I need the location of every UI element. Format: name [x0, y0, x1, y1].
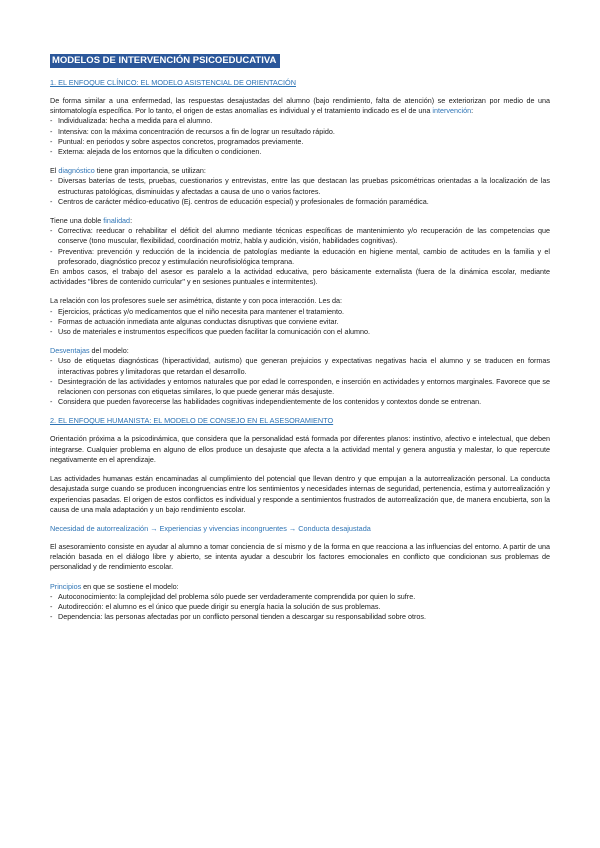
list-item: - Externa: alejada de los entornos que la dificulten o condicionen. [50, 147, 550, 157]
humanist-paragraph-3: El asesoramiento consiste en ayudar al alumno a tomar conciencia de sí mismo y de la forma en que reacciona a las influencias del entorno. A partir de una relación basada en el diálogo libre y abierto, se intenta ayudar a descubrir los factores emocionales en conflicto que condicionan sus problemas de personalidad y de rendimiento escolar. [50, 541, 550, 572]
disadvantages-highlight: Desventajas [50, 346, 90, 356]
list-item: - Dependencia: las personas afectadas por un conflicto personal tienden a descargar su responsabilidad sobre otros. [50, 612, 550, 622]
diagnosis-list [50, 176, 550, 207]
intervention-block [50, 96, 550, 157]
section-1-heading: 1. EL ENFOQUE CLÍNICO: EL MODELO ASISTENCIAL DE ORIENTACIÓN [50, 78, 296, 87]
relation-list [50, 307, 550, 338]
purpose-intro: Tiene una doble finalidad: [50, 216, 133, 226]
disadvantages-list [50, 356, 550, 407]
purpose-highlight: finalidad [103, 216, 131, 226]
disadvantages-block [50, 346, 550, 407]
disadvantages-intro: Desventajas del modelo: [50, 346, 129, 356]
list-item: - Diversas baterías de tests, pruebas, cuestionarios y entrevistas, entre las que destacan las pruebas psicométricas orientadas a la localización de las estructuras patológicas, disminuidas y afectadas a causa de uno o varios factores. [50, 176, 550, 196]
list-item: - Correctiva: reeducar o rehabilitar el déficit del alumno mediante técnicas específicas de mantenimiento y/o recuperación de las competencias que conserve (tono muscular, flexibilidad, coordinación motriz, habla y audición, visión, habilidades cognitivas). [50, 226, 550, 246]
section-2-heading: 2. EL ENFOQUE HUMANISTA: EL MODELO DE CONSEJO EN EL ASESORAMIENTO [50, 416, 334, 426]
list-item: - Intensiva: con la máxima concentración de recursos a fin de lograr un resultado rápido. [50, 127, 550, 137]
principles-list [50, 592, 550, 623]
humanist-paragraph-1: Orientación próxima a la psicodinámica, que considera que la personalidad está formada por diferentes planos: instintivo, afectivo e intelectual, que deben integrarse. Cualquier problema en alguno de ellos produce un desajuste que afecta a la actividad mental y genera angustia y malestar, lo que repercute negativamente en el aprendizaje. [50, 434, 550, 464]
list-item: - Autoconocimiento: la complejidad del problema sólo puede ser verdaderamente comprendida por quien lo sufre. [50, 592, 550, 602]
purpose-block [50, 216, 550, 287]
list-item: - Considera que pueden favorecerse las habilidades cognitivas independientemente de los contenidos y contextos donde se entrenan. [50, 397, 550, 407]
list-item: - Uso de materiales e instrumentos específicos que pueden facilitar la comunicación con el alumno. [50, 327, 550, 337]
principles-intro: Principios en que se sostiene el modelo: [50, 581, 179, 591]
intervention-highlight: intervención [432, 106, 472, 116]
list-item: - Puntual: en periodos y sobre aspectos concretos, programados previamente. [50, 137, 550, 147]
diagnosis-highlight: diagnóstico [58, 166, 95, 176]
relation-intro: La relación con los profesores suele ser asimétrica, distante y con poca interacción. Les da: [50, 296, 343, 306]
self-actualization-chain: Necesidad de autorrealización → Experiencias y vivencias incongruentes → Conducta desajustada [50, 523, 371, 533]
list-item: - Uso de etiquetas diagnósticas (hiperactividad, autismo) que generan prejuicios y expectativas negativas hacia el alumno y se traducen en formas interactivas pobres y limitadoras que retardan el desarrollo. [50, 356, 550, 376]
document-page [50, 50, 550, 631]
list-item: - Desintegración de las actividades y entornos naturales que por edad le corresponden, e inserción en actividades y entornos marginales. Favorece que se relacionen con personas con etiquetas similares, lo que puede generar más desajuste. [50, 377, 550, 397]
humanist-p2-block [50, 474, 550, 515]
purpose-list [50, 226, 550, 267]
both-cases-paragraph: En ambos casos, el trabajo del asesor es paralelo a la actividad educativa, pero básicamente externalista (fuera de la dinámica escolar, mediante actividades "libres de contenido curricular" y en sesiones puntuales e intermitentes). [50, 267, 550, 287]
humanist-p3-block [50, 542, 550, 573]
document-title: MODELOS DE INTERVENCIÓN PSICOEDUCATIVA [50, 54, 280, 68]
humanist-p1-block [50, 434, 550, 465]
list-item: - Formas de actuación inmediata ante algunas conductas disruptivas que conviene evitar. [50, 317, 550, 327]
list-item: - Individualizada: hecha a medida para el alumno. [50, 116, 550, 126]
list-item: - Centros de carácter médico-educativo (Ej. centros de educación especial) y profesionales de formación paramédica. [50, 197, 550, 207]
diagnosis-block [50, 166, 550, 207]
intervention-list [50, 116, 550, 157]
list-item: - Preventiva: prevención y reducción de la incidencia de patologías mediante la educación en higiene mental, cambio de actitudes en la familia y el profesorado, diagnóstico precoz y estimulación neurofisiológica temprana. [50, 247, 550, 267]
principles-block [50, 582, 550, 623]
relation-block [50, 296, 550, 337]
intro-paragraph: De forma similar a una enfermedad, las respuestas desajustadas del alumno (bajo rendimiento, falta de atención) se exteriorizan por medio de una sintomatología específica. Por lo tanto, el origen de estas anomalías es individual y el tratamiento indicado es el de una intervención: [50, 96, 550, 116]
principles-highlight: Principios [50, 581, 82, 591]
list-item: - Autodirección: el alumno es el único que puede dirigir su energía hacia la solución de sus problemas. [50, 602, 550, 612]
humanist-paragraph-2: Las actividades humanas están encaminadas al cumplimiento del potencial que llevan dentro y que empujan a la autorrealización personal. La conducta desajustada surge cuando se producen incongruencias entre los sentimientos y necesidades internas de seguridad, pertenencia, estima y autorrealización y experiencias pasadas. El origen de estos conflictos es individual y responde a sentimientos frustrados de autorrealización que, de manera encubierta, son la causa de una mala adaptación y un bajo rendimiento escolar. [50, 474, 550, 514]
diagnosis-intro: El diagnóstico tiene gran importancia, se utilizan: [50, 166, 206, 176]
list-item: - Ejercicios, prácticas y/o medicamentos que el niño necesita para mantener el tratamiento. [50, 307, 550, 317]
